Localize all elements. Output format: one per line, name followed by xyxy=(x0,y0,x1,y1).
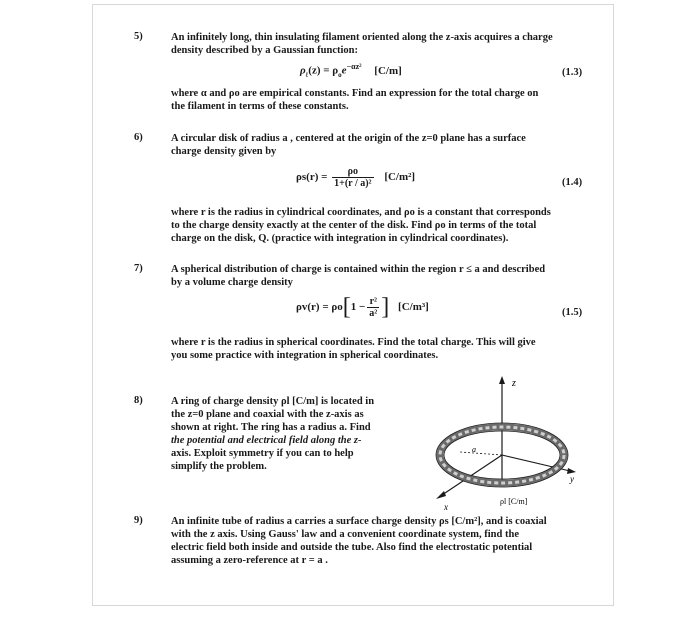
eq-1-3-rho0-sub: o xyxy=(338,70,342,79)
eq-number-1-5: (1.5) xyxy=(562,307,583,318)
problem-5-number: 5) xyxy=(134,31,143,42)
eq-number-1-4: (1.4) xyxy=(562,177,583,188)
problem-8-line-6: simplify the problem. xyxy=(171,461,267,472)
problem-8-line-1: A ring of charge density ρl [C/m] is located in xyxy=(171,396,375,407)
eq-1-3-rho: ρ xyxy=(300,64,306,77)
problem-9-number: 9) xyxy=(134,515,143,526)
eq-1-4-numerator: ρo xyxy=(332,166,373,178)
problem-8-line-2: the z=0 plane and coaxial with the z-axis as xyxy=(171,409,364,420)
problem-6-line-1: A circular disk of radius a , centered at the origin of the z=0 plane has a surface xyxy=(171,133,526,144)
problem-7-after-line-1: where r is the radius in spherical coordinates. Find the total charge. This will give xyxy=(171,337,536,348)
eq-1-4-unit: [C/m²] xyxy=(384,171,416,184)
problem-5-after-line-2: the filament in terms of these constants. xyxy=(171,101,349,112)
eq-1-5-unit: [C/m³] xyxy=(398,301,429,314)
radius-label: a xyxy=(472,445,476,454)
problem-7-number: 7) xyxy=(134,263,143,274)
problem-7-after-line-2: you some practice with integration in spherical coordinates. xyxy=(171,350,439,361)
eq-1-5-one: 1 − xyxy=(350,301,366,314)
eq-1-3-unit: [C/m] xyxy=(374,64,402,77)
z-axis-label: z xyxy=(512,378,516,389)
problem-6-number: 6) xyxy=(134,132,143,143)
eq-1-5-bracket-right: ] xyxy=(381,294,390,320)
problem-7-after xyxy=(171,336,603,362)
y-axis-label: y xyxy=(570,474,574,484)
problem-7-intro xyxy=(171,263,603,289)
ring-charge-label: ρl [C/m] xyxy=(500,497,528,506)
eq-1-3-arg: (z) = ρ xyxy=(308,64,339,77)
eq-1-5-fraction xyxy=(367,296,379,319)
eq-1-4-lhs: ρs(r) = xyxy=(296,171,328,184)
problem-7-line-2: by a volume charge density xyxy=(171,277,293,288)
radius-line xyxy=(460,452,502,455)
problem-6-after xyxy=(171,206,603,245)
problem-8-number: 8) xyxy=(134,395,143,406)
problem-6-after-line-2: to the charge density exactly at the center of the disk. Find ρo in terms of the total xyxy=(171,220,537,231)
equation-1-5 xyxy=(296,294,429,321)
problem-9-line-3: electric field both inside and outside the tube. Also find the electrostatic potential xyxy=(171,542,533,553)
problem-5-line-2: density described by a Gaussian function: xyxy=(171,45,358,56)
x-axis-arrow xyxy=(436,491,446,499)
problem-9-text xyxy=(171,515,603,567)
problem-6-after-line-3: charge on the disk, Q. (practice with integration in cylindrical coordinates). xyxy=(171,233,509,244)
eq-1-5-lhs: ρv(r) = ρo xyxy=(296,301,343,314)
eq-number-1-3: (1.3) xyxy=(562,67,583,78)
eq-1-3-exponent: −αz² xyxy=(346,62,362,71)
eq-1-3-e: e xyxy=(341,64,347,77)
eq-1-4-fraction xyxy=(332,166,373,189)
problem-8-line-4: the potential and electrical field along the z- xyxy=(171,435,362,446)
problem-5-after-line-1: where α and ρo are empirical constants. Find an expression for the total charge on xyxy=(171,88,539,99)
problem-6-line-2: charge density given by xyxy=(171,146,277,157)
problem-8-line-3: shown at right. The ring has a radius a. Find xyxy=(171,422,371,433)
problem-8-line-5: axis. Exploit symmetry if you can to help xyxy=(171,448,354,459)
ring-figure xyxy=(420,372,600,512)
problem-8-text xyxy=(171,395,407,473)
problem-9-line-2: with the z axis. Using Gauss' law and a convenient coordinate system, find the xyxy=(171,529,519,540)
problem-6-intro xyxy=(171,132,603,158)
eq-1-4-denominator: 1+(r / a)² xyxy=(334,178,372,189)
problem-6-after-line-1: where r is the radius in cylindrical coordinates, and ρo is a constant that corresponds xyxy=(171,207,551,218)
problem-7-line-1: A spherical distribution of charge is contained within the region r ≤ a and described xyxy=(171,264,546,275)
z-axis-arrow xyxy=(499,376,505,384)
eq-1-5-numerator: r² xyxy=(367,296,379,308)
eq-1-5-bracket-left: [ xyxy=(342,294,351,320)
x-axis-label: x xyxy=(444,502,448,512)
eq-1-3-sub: ℓ xyxy=(305,70,309,79)
eq-1-5-denominator: a² xyxy=(369,308,378,319)
equation-1-3 xyxy=(300,62,402,79)
problem-9-line-4: assuming a zero-reference at r = a . xyxy=(171,555,328,566)
equation-1-4 xyxy=(296,166,415,189)
problem-5-line-1: An infinitely long, thin insulating filament oriented along the z-axis acquires a charge xyxy=(171,32,553,43)
problem-5-after xyxy=(171,87,603,113)
problem-9-line-1: An infinite tube of radius a carries a surface charge density ρs [C/m²], and is coaxial xyxy=(171,516,547,527)
problem-5-intro xyxy=(171,31,603,57)
